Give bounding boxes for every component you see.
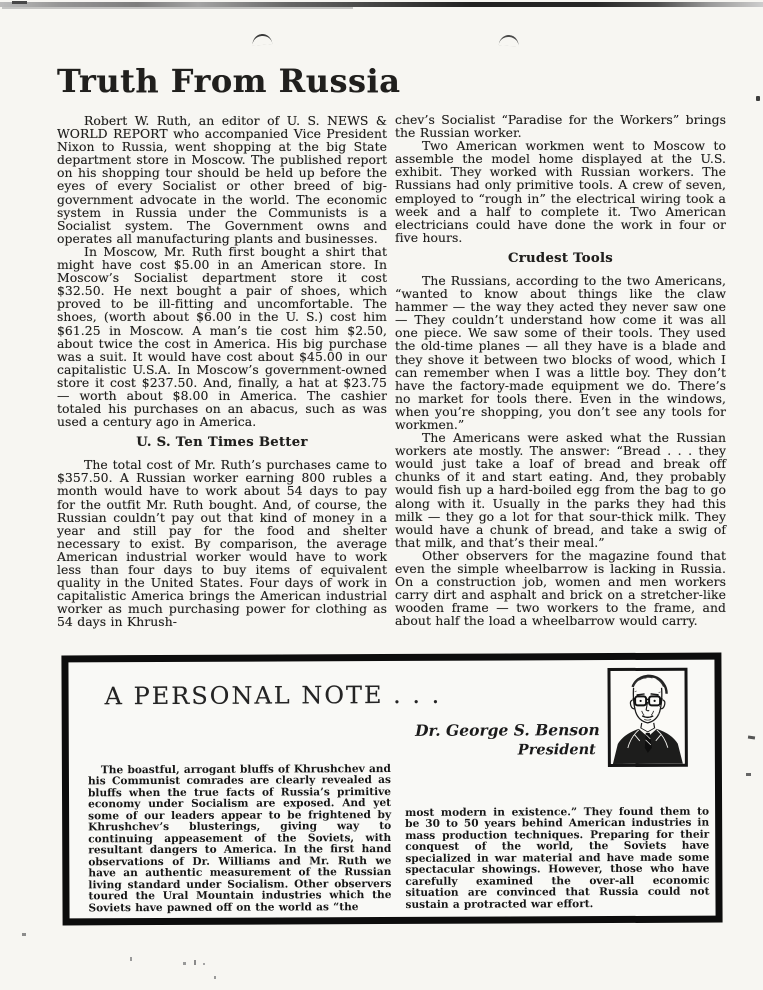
scan-speck [183,962,186,965]
portrait-frame [607,668,687,767]
scan-speck [214,976,216,979]
paragraph: In Moscow, Mr. Ruth first bought a shirt that might have cost $5.00 in an American store. In Moscow’s Socialist department store it cost $32.50. He next bought a pair of shoes, which proved to be ill-fitting and uncomfortable. The shoes, (worth about $6.00 in the U. S.) cost him $61.25 in Moscow. A man’s tie cost him $2.50, about twice the cost in America. His big purchase was a suit. It would have cost about $45.00 in our capitalistic U.S.A. In Moscow’s government-owned store it cost $237.50. And, finally, a hat at $23.75 — worth about $8.00 in America. The cashier totaled his purchases on an abacus, such as was used a century ago in America. [57,243,387,430]
paragraph: The total cost of Mr. Ruth’s purchases came to $357.50. A Russian worker earning 800 rubles a month would have to work about 54 days to pay for the outfit Mr. Ruth bought. And, of course, the Russian couldn’t pay out that kind of money in a year and still pay for the food and shelter necessary to exist. By comparison, the average American industrial worker would have to work less than four days to buy items of equivalent quality in the United States. Four days of work in capitalistic America brings the American industrial worker as much purchasing power for clothing as 54 days in Khrush- [57,457,387,630]
attribution-role: President [517,741,596,759]
scan-edge-streak-2 [2,7,353,9]
article-column-left [57,62,401,630]
section-heading-us-ten-times-better: U. S. Ten Times Better [136,435,308,451]
paragraph: The Russians, according to the two Americans, “wanted to know about things like the claw hammer — the way they acted they never saw one — They couldn’t understand how come it was all one piece. We saw some of their tools. They used the old-time planes — all they have is a blade and they shove it between two blocks of wood, which I can remember when I was a little boy. They don’t have the factory-made equipment we do. There’s no market for tools there. Even in the windows, when you’re shopping, you don’t see any tools for workmen.” [395,272,726,432]
paragraph: Two American workmen went to Moscow to assemble the model home displayed at the U.S. exhibit. They worked with Russian workers. The Russians had only primitive tools. A crew of seven, employed to “rough in” the electrical wiring took a week and a half to complete it. Two American electricians could have done the work in four or five hours. [395,138,726,245]
personal-note-box [61,653,722,926]
scan-speck [748,736,755,740]
scan-speck [194,960,196,965]
personal-note-right-column: most modern in existence.” They found them to be 30 to 50 years behind American industries in mass production techniques. Preparing for their conquest of the world, the Soviets have specialized in war material and have made some spectacular showings. However, those who have carefully examined the over-all economic situation are convinced that Russia could not sustain a protracted war effort. [405,805,710,911]
personal-note-title: A PERSONAL NOTE . . . [104,680,442,711]
article-body [57,62,726,628]
paragraph: The Americans were asked what the Russian workers ate mostly. The answer: “Bread . . . they would just take a loaf of bread and break off chunks of it and start eating. And, they probably would fish up a hard-boiled egg from the bag to go along with it. Usually in the parks they had this milk — they go a lot for that sour-thick milk. They would have a chunk of bread, and take a swig of that milk, and that’s their meal.” [395,430,726,550]
scan-speck [746,773,751,776]
paragraph: Robert W. Ruth, an editor of U. S. NEWS & WORLD REPORT who accompanied Vice President Nixon to Russia, went shopping at the big State department store in Moscow. The published report on his shopping tour should be held up before the eyes of every Socialist or other breed of big-government advocate in the world. The economic system in Russia under the Communists is a Socialist system. The Government owns and operates all manufacturing plants and businesses. [57,113,387,246]
scan-speck [756,96,760,101]
scan-speck [203,963,205,965]
paragraph: chev’s Socialist “Paradise for the Workers” brings the Russian worker. [395,112,726,141]
article-title: Truth From Russia [57,62,401,100]
personal-note-left-column: The boastful, arrogant bluffs of Khrushchev and his Communist comrades are clearly revealed as bluffs when the true facts of Russia’s primitive economy under Socialism are exposed. And yet some of our leaders appear to be frightened by Khrushchev’s blusterings, giving way to continuing appeasement of the Soviets, with resultant dangers to America. In the first hand observations of Dr. Williams and Mr. Ruth we have an authentic measurement of the Russian living standard under Socialism. Other observers toured the Ural Mountain industries which the Soviets have pawned off on the world as “the [87,762,392,914]
page-curl-mark-right [499,34,520,46]
attribution-name: Dr. George S. Benson [415,720,600,740]
scan-edge-dash [12,1,27,4]
attribution-block [399,720,600,761]
section-heading-crudest-tools: Crudest Tools [508,250,613,266]
article-column-right [395,62,726,628]
benson-portrait-sketch-icon [610,671,684,764]
scan-speck [22,933,26,936]
paragraph: Other observers for the magazine found that even the simple wheelbarrow is lacking in Russia. On a construction job, women and men workers carry dirt and asphalt and brick on a stretcher-like wooden frame — two workers to the frame, and about half the load a wheelbarrow would carry. [395,547,726,629]
page-curl-mark-left [252,33,273,46]
scan-speck [130,957,132,961]
